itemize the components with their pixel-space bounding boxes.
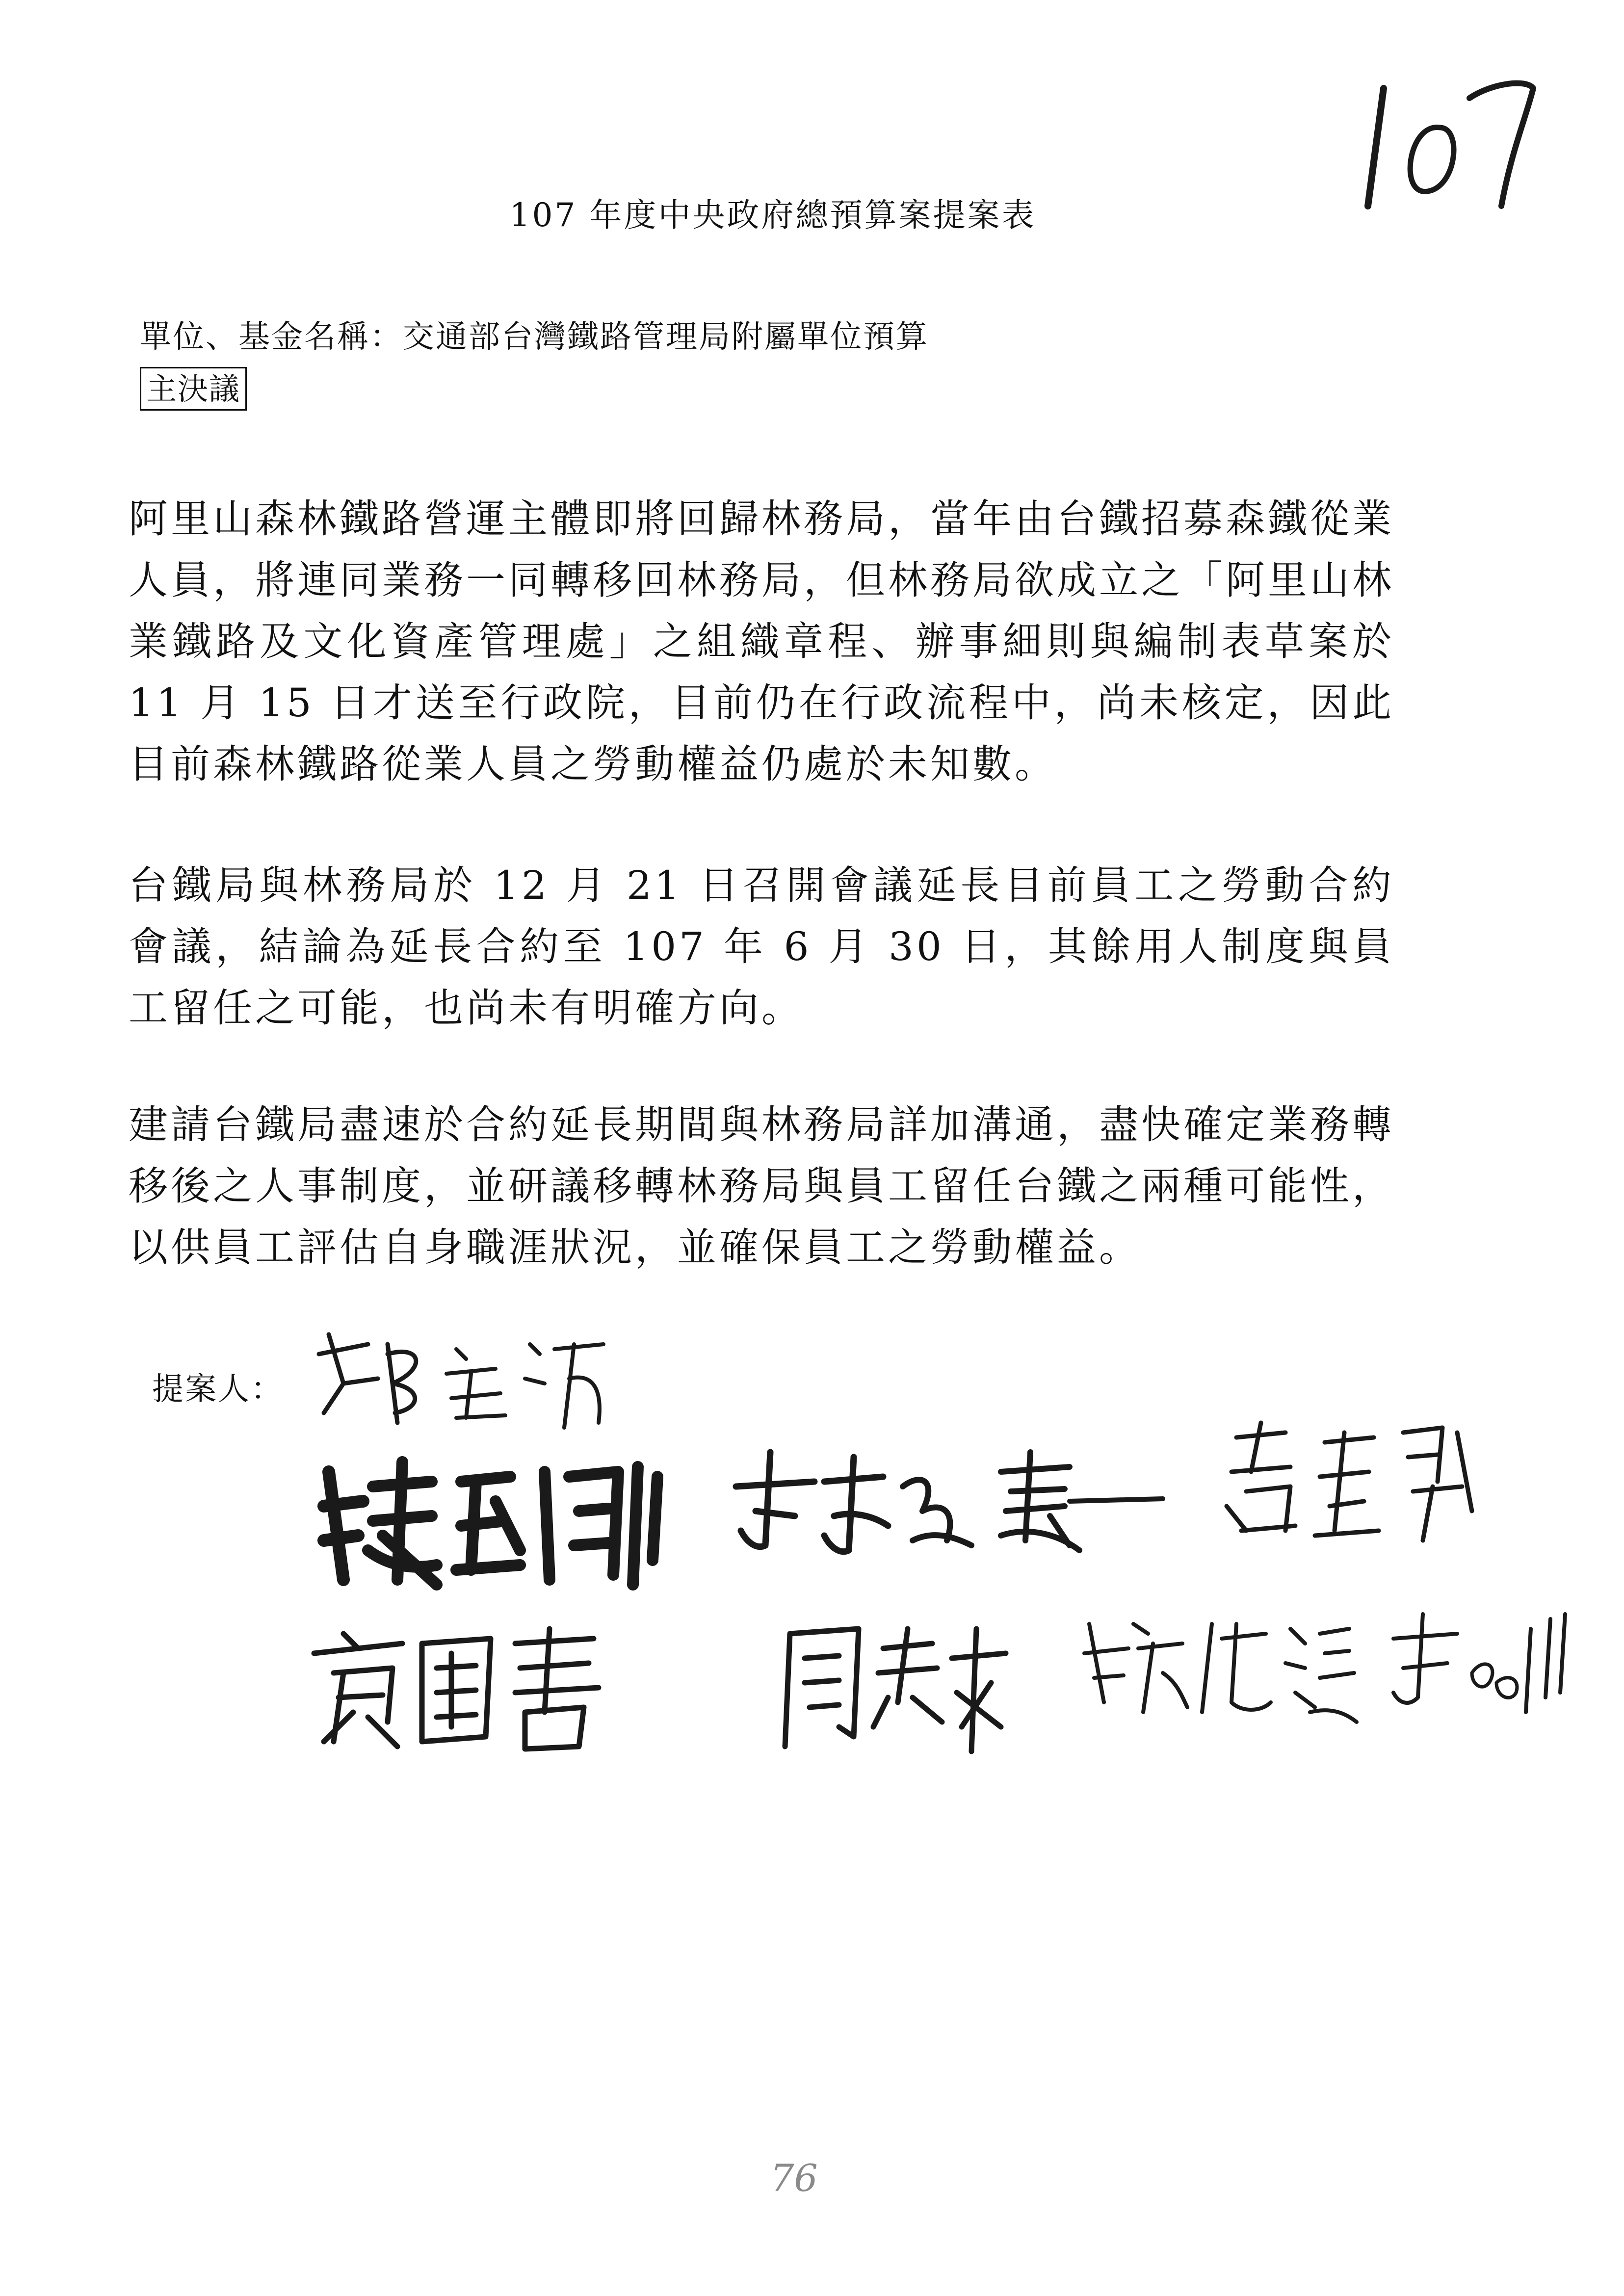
unit-fund-line: [140, 312, 929, 357]
signature-3: [726, 1442, 1168, 1560]
body-paragraph-1: 阿里山森林鐵路營運主體即將回歸林務局，當年由台鐵招募森鐵從業人員，將連同業務一同轉移回林務局，但林務局欲成立之「阿里山林業鐵路及文化資產管理處」之組織章程、辦事細則與編制表草案於 11 月 15 日才送至行政院，目前仍在行政流程中，尚未核定，因此目前森林鐵路從業人員之勞動權益仍處於未知數。: [129, 496, 1394, 787]
proposer-label: 提案人：: [152, 1371, 284, 1408]
body-paragraph-3: 建請台鐵局盡速於合約延長期間與林務局詳加溝通，盡快確定業務轉移後之人事制度，並研議移轉林務局與員工留任台鐵之兩種可能性，以供員工評估自身職涯狀況，並確保員工之勞動權益。: [129, 1102, 1394, 1270]
unit-label: 單位、基金名稱：: [140, 319, 403, 355]
unit-value: 交通部台灣鐵路管理局附屬單位預算: [403, 319, 929, 355]
document-title: 107 年度中央政府總預算案提案表: [509, 196, 1036, 234]
signature-1: [309, 1325, 613, 1437]
page-number: 76: [770, 2156, 818, 2200]
signature-4: [1217, 1413, 1492, 1550]
signature-5: [304, 1614, 608, 1751]
signature-6: [775, 1614, 1011, 1756]
decision-type-box: 主決議: [140, 367, 247, 411]
body-paragraph-2: 台鐵局與林務局於 12 月 21 日召開會議延長目前員工之勞動合約會議，結論為延長合約至 107 年 6 月 30 日，其餘用人制度與員工留任之可能，也尚未有明確方向。: [129, 862, 1394, 1031]
signature-2: [314, 1452, 697, 1590]
signature-8: [1384, 1599, 1570, 1722]
signature-7: [1074, 1604, 1359, 1727]
